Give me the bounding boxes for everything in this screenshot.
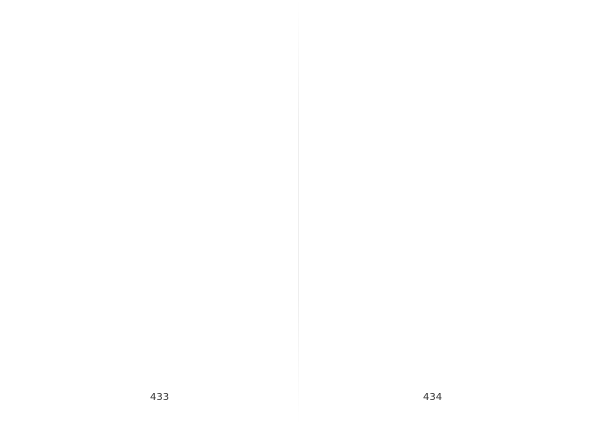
left-page-number: 433 (150, 392, 170, 403)
page-gutter (298, 0, 299, 424)
left-page-text (44, 22, 276, 402)
right-page-number: 434 (423, 392, 443, 403)
right-page-text (320, 22, 556, 402)
